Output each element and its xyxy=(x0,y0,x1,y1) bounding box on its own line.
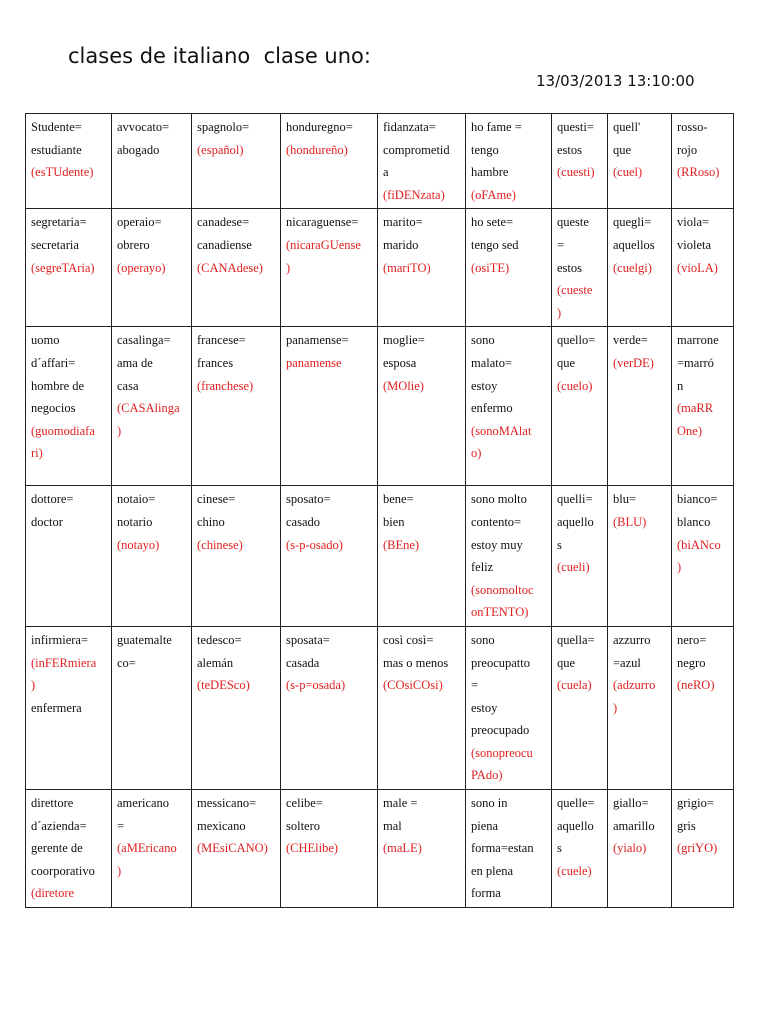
italian-term: quell' xyxy=(613,120,641,134)
italian-term: mas o menos xyxy=(383,655,449,670)
italian-term: estoy xyxy=(471,700,498,715)
pronunciation-hint: ) xyxy=(117,423,122,438)
pronunciation-hint: (cueste xyxy=(557,283,593,298)
italian-term: obrero xyxy=(117,237,150,252)
italian-term: frances xyxy=(197,355,234,370)
italian-term: infirmiera= xyxy=(31,632,89,647)
table-cell xyxy=(281,790,378,908)
italian-term: blanco xyxy=(677,514,711,529)
pronunciation-hint: (sonomoltoc xyxy=(471,582,534,597)
table-row xyxy=(26,209,734,327)
italian-term: co= xyxy=(117,655,136,670)
table-cell xyxy=(112,626,192,789)
pronunciation-hint: (vioLA) xyxy=(677,260,718,275)
italian-term: ama de xyxy=(117,355,153,370)
pronunciation-hint: (CHElibe) xyxy=(286,841,339,856)
italian-term: estos xyxy=(557,142,582,157)
pronunciation-hint: (chinese) xyxy=(197,537,243,552)
table-cell xyxy=(378,486,466,627)
table-cell xyxy=(112,486,192,627)
italian-term: blu= xyxy=(613,492,637,507)
italian-term: mal xyxy=(383,818,402,833)
pronunciation-hint: (BEne) xyxy=(383,537,420,552)
italian-term: chino xyxy=(197,514,225,529)
translation-text: enfermera xyxy=(31,700,82,715)
table-cell xyxy=(112,114,192,209)
italian-term: alemán xyxy=(197,655,234,670)
pronunciation-hint: (s-p-osado) xyxy=(286,537,343,552)
table-cell xyxy=(672,626,734,789)
pronunciation-hint: (BLU) xyxy=(613,514,647,529)
table-cell xyxy=(378,790,466,908)
italian-term: aquello xyxy=(557,514,594,529)
italian-term: quella= xyxy=(557,632,595,647)
italian-term: aquellos xyxy=(613,237,655,252)
pronunciation-hint: (cuel) xyxy=(613,165,643,180)
pronunciation-hint: panamense xyxy=(286,355,342,370)
pronunciation-hint: PAdo) xyxy=(471,768,503,783)
pronunciation-hint: (maRR xyxy=(677,401,714,416)
pronunciation-hint: (notayo) xyxy=(117,537,160,552)
italian-term: celibe= xyxy=(286,796,323,811)
table-cell xyxy=(378,114,466,209)
table-cell xyxy=(192,626,281,789)
table-cell xyxy=(608,626,672,789)
table-cell xyxy=(552,209,608,327)
pronunciation-hint: (yialo) xyxy=(613,841,647,856)
pronunciation-hint: (osiTE) xyxy=(471,260,510,275)
italian-term: francese= xyxy=(197,333,246,348)
table-cell xyxy=(378,327,466,486)
italian-term: americano xyxy=(117,796,170,811)
italian-term: contento= xyxy=(471,514,522,529)
italian-term: hambre xyxy=(471,165,509,180)
pronunciation-hint: (operayo) xyxy=(117,260,166,275)
italian-term: forma xyxy=(471,886,501,901)
table-cell xyxy=(192,114,281,209)
italian-term: gris xyxy=(677,818,696,833)
italian-term: forma=estan xyxy=(471,841,534,856)
italian-term: estoy xyxy=(471,378,498,393)
italian-term: verde= xyxy=(613,333,648,348)
italian-term: notaio= xyxy=(117,492,156,507)
pronunciation-hint: (cuelgi) xyxy=(613,260,652,275)
italian-term: queste xyxy=(557,215,589,230)
document-datetime: 13/03/2013 13:10:00 xyxy=(536,72,695,90)
pronunciation-hint: (mariTO) xyxy=(383,260,431,275)
italian-term: que xyxy=(557,655,576,670)
pronunciation-hint: (COsiCOsi) xyxy=(383,678,443,693)
italian-term: marrone xyxy=(677,333,719,348)
italian-term: coorporativo xyxy=(31,863,95,878)
italian-term: sono molto xyxy=(471,492,527,507)
table-cell xyxy=(608,209,672,327)
pronunciation-hint: (sonoMAlat xyxy=(471,423,532,438)
table-cell xyxy=(672,790,734,908)
pronunciation-hint: (cueli) xyxy=(557,560,590,575)
italian-term: aquello xyxy=(557,818,594,833)
table-cell xyxy=(26,327,112,486)
pronunciation-hint: (segreTAria) xyxy=(31,260,95,275)
table-cell xyxy=(608,486,672,627)
pronunciation-hint: One) xyxy=(677,423,702,438)
italian-term: bene= xyxy=(383,492,414,507)
italian-term: fidanzata= xyxy=(383,120,436,134)
italian-term: preocupatto xyxy=(471,655,531,670)
italian-term: uomo xyxy=(31,333,60,348)
italian-term: segretaria= xyxy=(31,215,87,230)
pronunciation-hint: (cuesti) xyxy=(557,165,595,180)
italian-term: questi= xyxy=(557,120,594,134)
italian-term: casada xyxy=(286,655,320,670)
italian-term: malato= xyxy=(471,355,513,370)
pronunciation-hint: o) xyxy=(471,446,482,461)
pronunciation-hint: ) xyxy=(286,260,291,275)
pronunciation-hint: (cuela) xyxy=(557,678,592,693)
pronunciation-hint: (biANco xyxy=(677,537,721,552)
italian-term: violeta xyxy=(677,237,712,252)
table-cell xyxy=(466,626,552,789)
pronunciation-hint: (diretore xyxy=(31,886,75,901)
table-row xyxy=(26,327,734,486)
pronunciation-hint: ) xyxy=(117,863,122,878)
italian-term: quello= xyxy=(557,333,596,348)
table-cell xyxy=(552,486,608,627)
pronunciation-hint: ) xyxy=(613,700,618,715)
pronunciation-hint: (s-p=osada) xyxy=(286,678,346,693)
italian-term: que xyxy=(557,355,576,370)
italian-term: abogado xyxy=(117,142,160,157)
pronunciation-hint: (guomodiafa xyxy=(31,423,95,438)
italian-term: tengo xyxy=(471,142,499,157)
table-cell xyxy=(26,486,112,627)
italian-term: viola= xyxy=(677,215,710,230)
table-row xyxy=(26,486,734,627)
italian-term: bien xyxy=(383,514,405,529)
italian-term: enfermo xyxy=(471,401,513,416)
italian-term: doctor xyxy=(31,514,63,529)
italian-term: sono xyxy=(471,632,495,647)
vocabulary-table-body xyxy=(26,114,734,908)
table-cell xyxy=(552,327,608,486)
pronunciation-hint: (cuelo) xyxy=(557,378,593,393)
italian-term: bianco= xyxy=(677,492,718,507)
table-cell xyxy=(192,486,281,627)
table-cell xyxy=(281,114,378,209)
pronunciation-hint: (franchese) xyxy=(197,378,254,393)
italian-term: casalinga= xyxy=(117,333,171,348)
table-cell xyxy=(466,790,552,908)
table-row xyxy=(26,626,734,789)
pronunciation-hint: (oFAme) xyxy=(471,187,516,202)
italian-term: s xyxy=(557,841,562,856)
italian-term: comprometid xyxy=(383,142,450,157)
italian-term: sposato= xyxy=(286,492,331,507)
italian-term: canadese= xyxy=(197,215,250,230)
table-cell xyxy=(672,327,734,486)
pronunciation-hint: ri) xyxy=(31,446,43,461)
pronunciation-hint: (fiDENzata) xyxy=(383,187,445,202)
italian-term: azzurro xyxy=(613,632,651,647)
table-cell xyxy=(672,486,734,627)
italian-term: quelle= xyxy=(557,796,595,811)
pronunciation-hint: (hondureño) xyxy=(286,142,348,157)
pronunciation-hint: (cuele) xyxy=(557,863,592,878)
table-cell xyxy=(378,209,466,327)
italian-term: que xyxy=(613,142,632,157)
table-cell xyxy=(466,486,552,627)
italian-term: negocios xyxy=(31,401,76,416)
italian-term: amarillo xyxy=(613,818,655,833)
table-cell xyxy=(192,327,281,486)
italian-term: quegli= xyxy=(613,215,652,230)
italian-term: nero= xyxy=(677,632,707,647)
italian-term: tedesco= xyxy=(197,632,242,647)
italian-term: operaio= xyxy=(117,215,162,230)
pronunciation-hint: (nicaraGUense xyxy=(286,237,361,252)
table-cell xyxy=(281,327,378,486)
table-cell xyxy=(466,114,552,209)
italian-term: sposata= xyxy=(286,632,330,647)
table-cell xyxy=(281,626,378,789)
table-cell xyxy=(552,626,608,789)
pronunciation-hint: (adzurro xyxy=(613,678,656,693)
pronunciation-hint: (MEsiCANO) xyxy=(197,841,268,856)
italian-term: negro xyxy=(677,655,706,670)
italian-term: d´affari= xyxy=(31,355,76,370)
table-cell xyxy=(608,327,672,486)
table-cell xyxy=(552,790,608,908)
table-cell xyxy=(608,790,672,908)
document-title: clases de italiano clase uno: xyxy=(68,44,371,68)
italian-term: piena xyxy=(471,818,499,833)
table-cell xyxy=(281,486,378,627)
italian-term: = xyxy=(117,818,125,833)
pronunciation-hint: ) xyxy=(677,560,682,575)
italian-term: quelli= xyxy=(557,492,593,507)
italian-term: grigio= xyxy=(677,796,714,811)
table-cell xyxy=(672,114,734,209)
italian-term: casa xyxy=(117,378,139,393)
italian-term: direttore xyxy=(31,796,74,811)
italian-term: =marró xyxy=(677,355,714,370)
italian-term: moglie= xyxy=(383,333,425,348)
table-cell xyxy=(26,114,112,209)
italian-term: estudiante xyxy=(31,142,82,157)
italian-term: rosso- xyxy=(677,120,708,134)
italian-term: casado xyxy=(286,514,321,529)
italian-term: male = xyxy=(383,796,418,811)
italian-term: giallo= xyxy=(613,796,649,811)
italian-term: avvocato= xyxy=(117,120,170,134)
italian-term: Studente= xyxy=(31,120,82,134)
italian-term: s xyxy=(557,537,562,552)
italian-term: soltero xyxy=(286,818,321,833)
italian-term: = xyxy=(557,237,565,252)
italian-term: ho fame = xyxy=(471,120,522,134)
table-cell xyxy=(26,790,112,908)
italian-term: = xyxy=(471,678,479,693)
pronunciation-hint: (MOlie) xyxy=(383,378,424,393)
italian-term: estos xyxy=(557,260,582,275)
vocabulary-table xyxy=(25,113,734,908)
pronunciation-hint: (esTUdente) xyxy=(31,165,94,180)
table-cell xyxy=(672,209,734,327)
table-cell xyxy=(26,626,112,789)
pronunciation-hint: (teDESco) xyxy=(197,678,250,693)
pronunciation-hint: ) xyxy=(557,305,562,320)
italian-term: marido xyxy=(383,237,419,252)
italian-term: dottore= xyxy=(31,492,74,507)
table-cell xyxy=(112,209,192,327)
italian-term: cinese= xyxy=(197,492,236,507)
italian-term: secretaria xyxy=(31,237,79,252)
table-cell xyxy=(192,790,281,908)
pronunciation-hint: (español) xyxy=(197,142,244,157)
italian-term: spagnolo= xyxy=(197,120,250,134)
pronunciation-hint: (sonopreocu xyxy=(471,745,533,760)
italian-term: tengo sed xyxy=(471,237,519,252)
italian-term: d´azienda= xyxy=(31,818,87,833)
table-cell xyxy=(112,790,192,908)
italian-term: esposa xyxy=(383,355,417,370)
table-cell xyxy=(378,626,466,789)
italian-term: feliz xyxy=(471,560,494,575)
italian-term: gerente de xyxy=(31,841,83,856)
italian-term: n xyxy=(677,378,684,393)
table-cell xyxy=(466,327,552,486)
italian-term: en plena xyxy=(471,863,513,878)
italian-term: canadiense xyxy=(197,237,252,252)
italian-term: così così= xyxy=(383,632,434,647)
pronunciation-hint: onTENTO) xyxy=(471,605,529,620)
italian-term: marito= xyxy=(383,215,423,230)
table-cell xyxy=(466,209,552,327)
italian-term: sono in xyxy=(471,796,508,811)
pronunciation-hint: (griYO) xyxy=(677,841,718,856)
italian-term: panamense= xyxy=(286,333,349,348)
pronunciation-hint: (CASAlinga xyxy=(117,401,180,416)
italian-term: messicano= xyxy=(197,796,257,811)
italian-term: mexicano xyxy=(197,818,246,833)
table-cell xyxy=(608,114,672,209)
table-cell xyxy=(552,114,608,209)
table-cell xyxy=(281,209,378,327)
italian-term: nicaraguense= xyxy=(286,215,359,230)
table-row xyxy=(26,114,734,209)
italian-term: honduregno= xyxy=(286,120,353,134)
pronunciation-hint: (neRO) xyxy=(677,678,715,693)
pronunciation-hint: (verDE) xyxy=(613,355,654,370)
italian-term: rojo xyxy=(677,142,698,157)
pronunciation-hint: ) xyxy=(31,678,36,693)
table-cell xyxy=(192,209,281,327)
table-row xyxy=(26,790,734,908)
pronunciation-hint: (maLE) xyxy=(383,841,422,856)
italian-term: preocupado xyxy=(471,723,530,738)
pronunciation-hint: (RRoso) xyxy=(677,165,720,180)
italian-term: a xyxy=(383,165,389,180)
pronunciation-hint: (inFERmiera xyxy=(31,655,97,670)
table-cell xyxy=(112,327,192,486)
italian-term: guatemalte xyxy=(117,632,172,647)
pronunciation-hint: (aMEricano xyxy=(117,841,177,856)
italian-term: ho sete= xyxy=(471,215,514,230)
table-cell xyxy=(26,209,112,327)
italian-term: notario xyxy=(117,514,153,529)
italian-term: estoy muy xyxy=(471,537,523,552)
italian-term: sono xyxy=(471,333,495,348)
italian-term: hombre de xyxy=(31,378,85,393)
pronunciation-hint: (CANAdese) xyxy=(197,260,263,275)
italian-term: =azul xyxy=(613,655,641,670)
